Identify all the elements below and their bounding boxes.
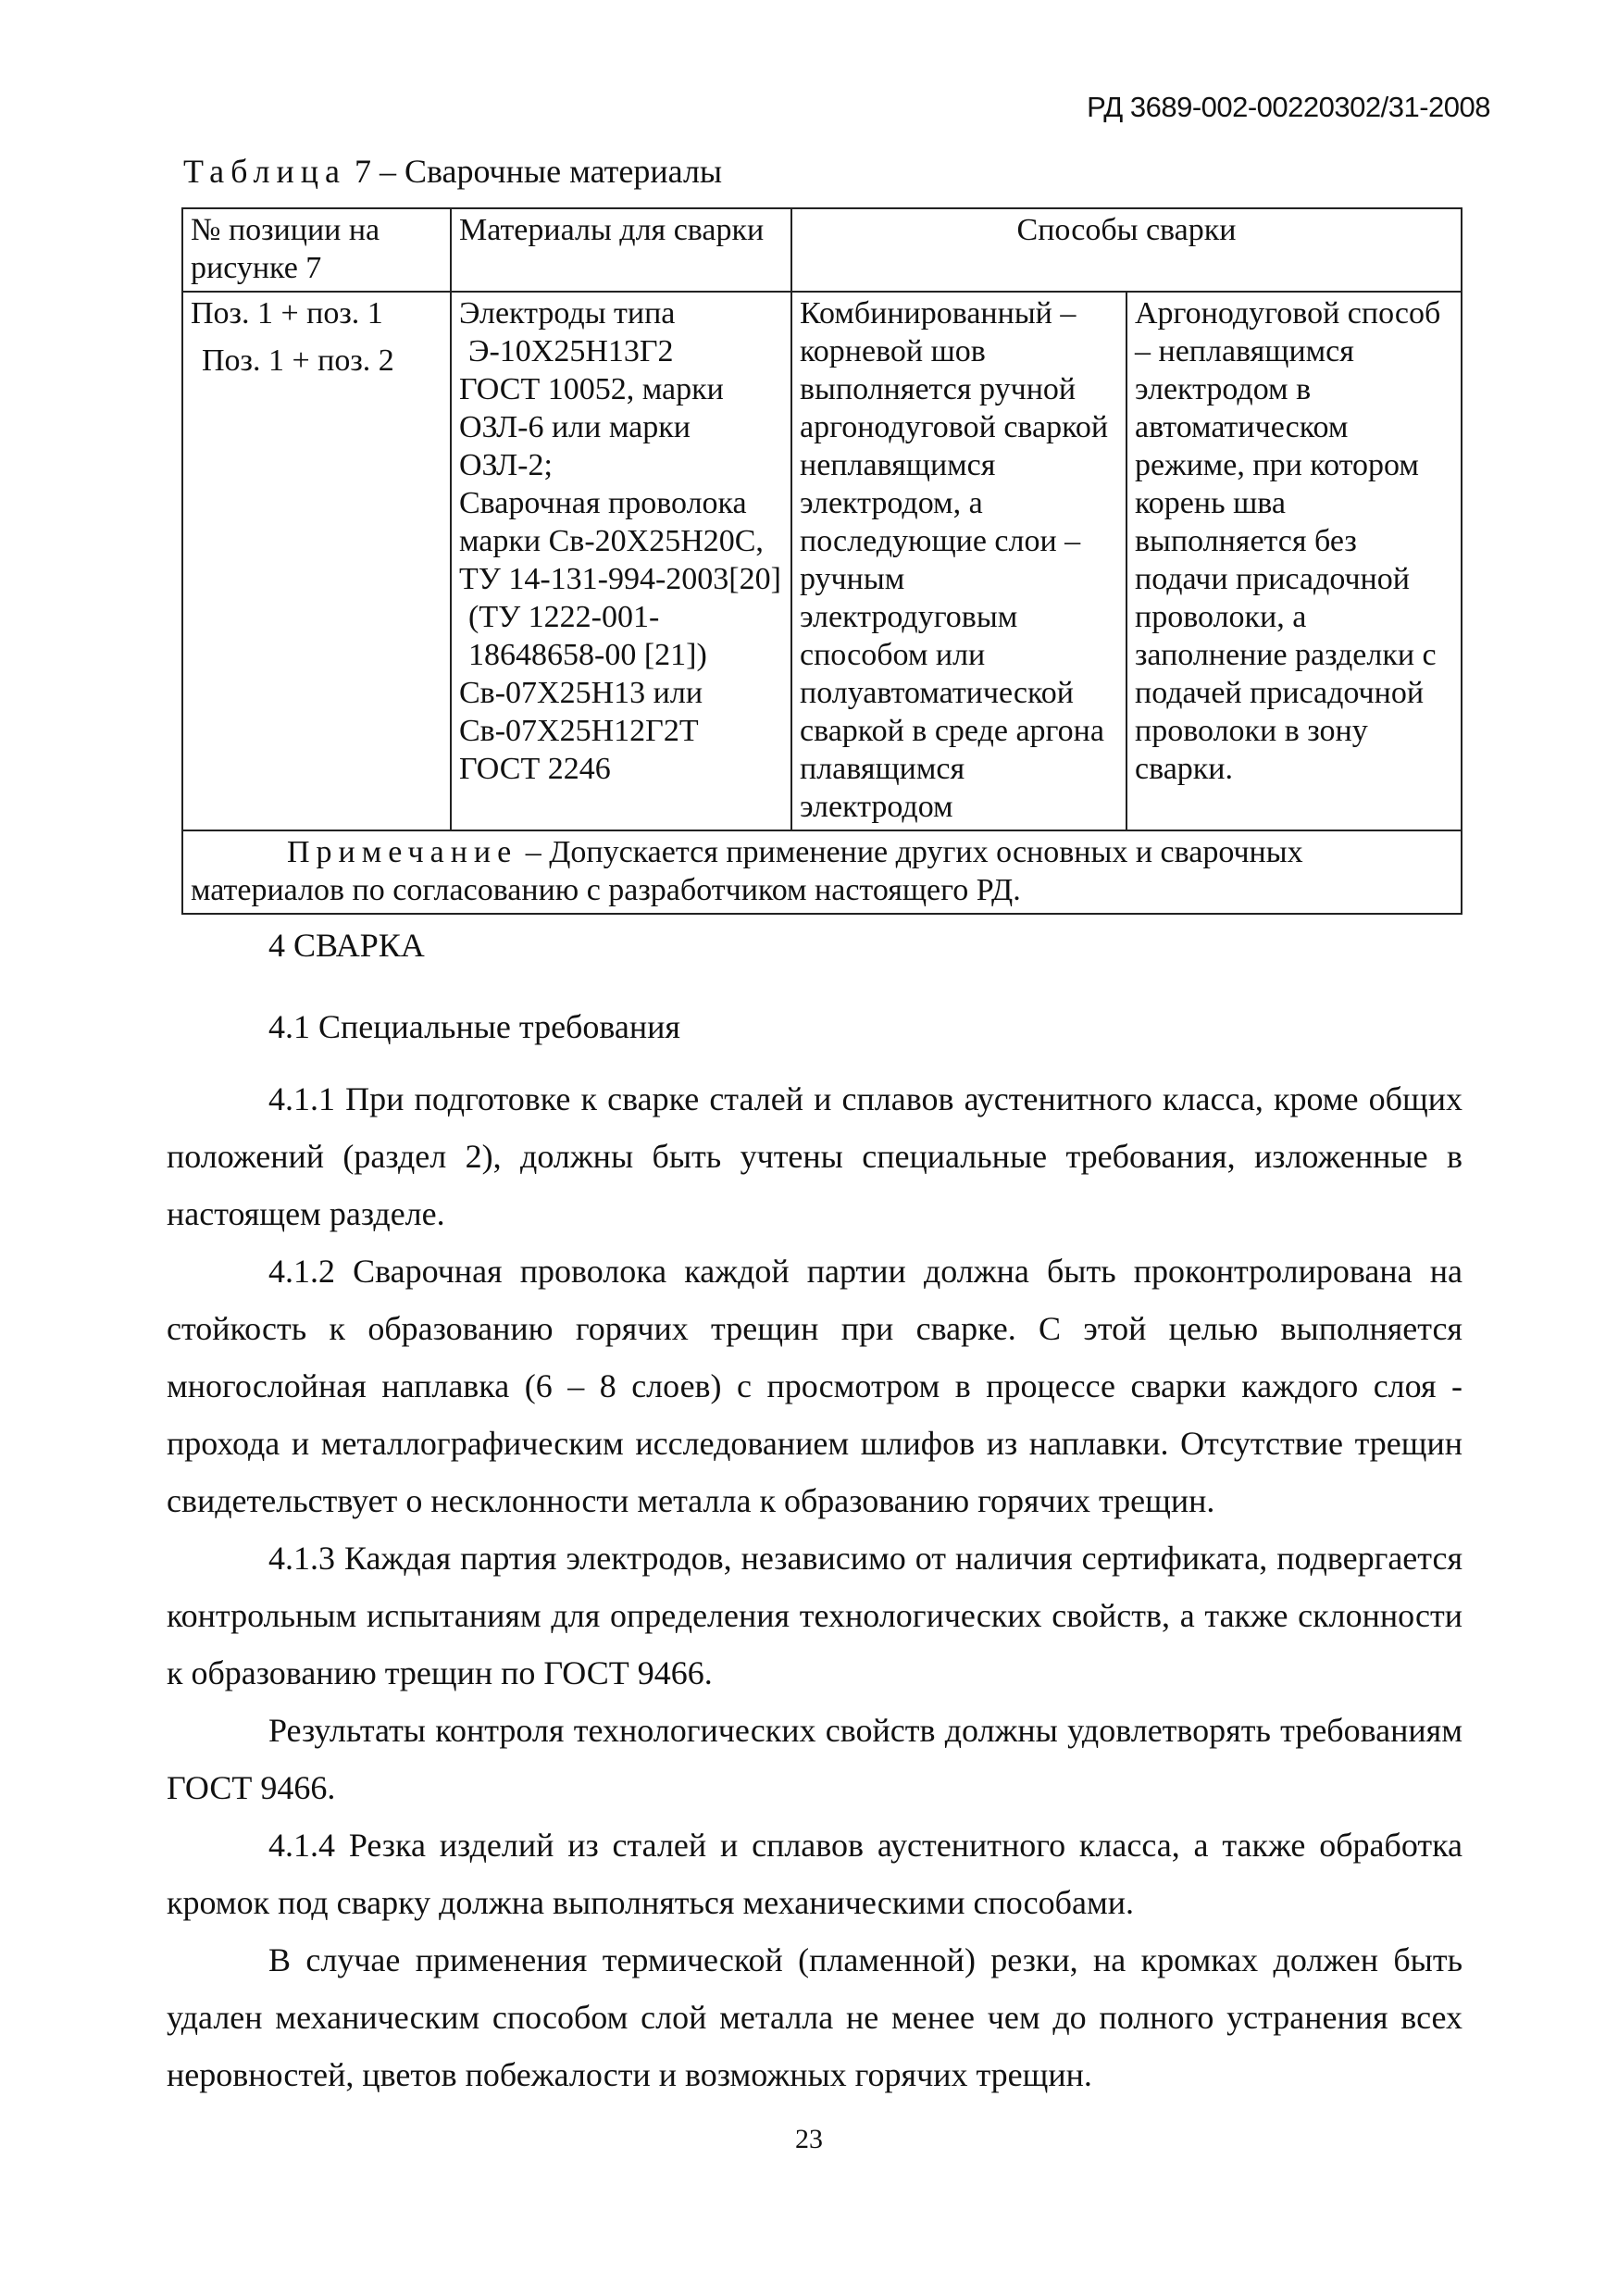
paragraph-4-1-1: 4.1.1 При подготовке к сварке сталей и сплавов аустенитного класса, кроме общих положений (раздел 2), должны быть учтены специальные требования, изложенные в настоящем разделе. [167, 1080, 1462, 1232]
material-line: Св-07Х25Н12Г2Т [459, 714, 699, 748]
table-header-row [182, 208, 1462, 292]
cell-method-combined: Комбинированный – корневой шов выполняется ручной аргонодуговой сваркой неплавящимся электродом, а последующие слои – ручным электродуговым способом или полуавтоматической сваркой в среде аргона плавящимся электродом [791, 292, 1126, 830]
material-line: марки Св-20Х25Н20С, [459, 524, 764, 558]
material-line: ГОСТ 2246 [459, 752, 611, 786]
paragraph-thermal-cutting: В случае применения термической (пламенной) резки, на кромках должен быть удален механическим способом слой металла не менее чем до полного устранения всех неровностей, цветов побежалости и возможных горячих трещин. [167, 1941, 1462, 2093]
paragraph-4-1-2: 4.1.2 Сварочная проволока каждой партии должна быть проконтролирована на стойкость к образованию горячих трещин при сварке. С этой целью выполняется многослойная наплавка (6 – 8 слоев) с просмотром в процессе сварки каждого слоя - прохода и металлографическим исследованием шлифов из наплавки. Отсутствие трещин свидетельствует о несклонности металла к образованию горячих трещин. [167, 1253, 1462, 1519]
material-line: 18648658-00 [21]) [468, 638, 707, 672]
subsection-title: 4.1 Специальные требования [268, 1008, 680, 1045]
material-line: ОЗЛ-2; [459, 448, 553, 482]
welding-materials-table [181, 207, 1462, 915]
cell-method-argon: Аргонодуговой способ – неплавящимся электродом в автоматическом режиме, при котором корень шва выполняется без подачи присадочной проволоки, а заполнение разделки с подачей присадочной проволоки в зону сварки. [1126, 292, 1462, 830]
material-line: Э-10Х25Н13Г2 [468, 334, 674, 368]
material-line: Св-07Х25Н13 или [459, 676, 703, 710]
page-number: 23 [795, 2124, 823, 2154]
header-materials: Материалы для сварки [451, 208, 791, 292]
note-label: Примечание [287, 835, 518, 869]
header-position: № позиции на рисунке 7 [182, 208, 451, 292]
paragraph-results: Результаты контроля технологических свойств должны удовлетворять требованиям ГОСТ 9466. [167, 1712, 1462, 1806]
note-text: – Допускается применение других основных и сварочных материалов по согласованию с разработчиком настоящего РД. [191, 835, 1303, 907]
table-note-row [182, 830, 1462, 914]
cell-positions [182, 292, 451, 830]
cell-materials [451, 292, 791, 830]
table-caption-label: Таблица [183, 153, 346, 190]
material-line: ТУ 14-131-994-2003[20] [459, 562, 781, 596]
table-row [182, 292, 1462, 830]
material-line: ОЗЛ-6 или марки [459, 410, 691, 444]
table-caption-title: 7 – Сварочные материалы [345, 153, 723, 190]
material-line: Электроды типа [459, 296, 676, 331]
paragraph-4-1-4: 4.1.4 Резка изделий из сталей и сплавов аустенитного класса, а также обработка кромок под сварку должна выполняться механическими способами. [167, 1827, 1462, 1921]
section-title: 4 СВАРКА [268, 927, 425, 964]
material-line: ГОСТ 10052, марки [459, 372, 724, 406]
position-item: Поз. 1 + поз. 1 [191, 296, 383, 331]
document-code: РД 3689-002-00220302/31-2008 [1087, 91, 1490, 123]
material-line: (ТУ 1222-001- [468, 600, 660, 634]
header-methods: Способы сварки [791, 208, 1462, 292]
paragraph-4-1-3: 4.1.3 Каждая партия электродов, независимо от наличия сертификата, подвергается контрольным испытаниям для определения технологических свойств, а также склонности к образованию трещин по ГОСТ 9466. [167, 1540, 1462, 1691]
table-note [182, 830, 1462, 914]
table-caption [183, 152, 722, 191]
material-line: Сварочная проволока [459, 486, 747, 520]
position-item: Поз. 1 + поз. 2 [202, 343, 394, 378]
